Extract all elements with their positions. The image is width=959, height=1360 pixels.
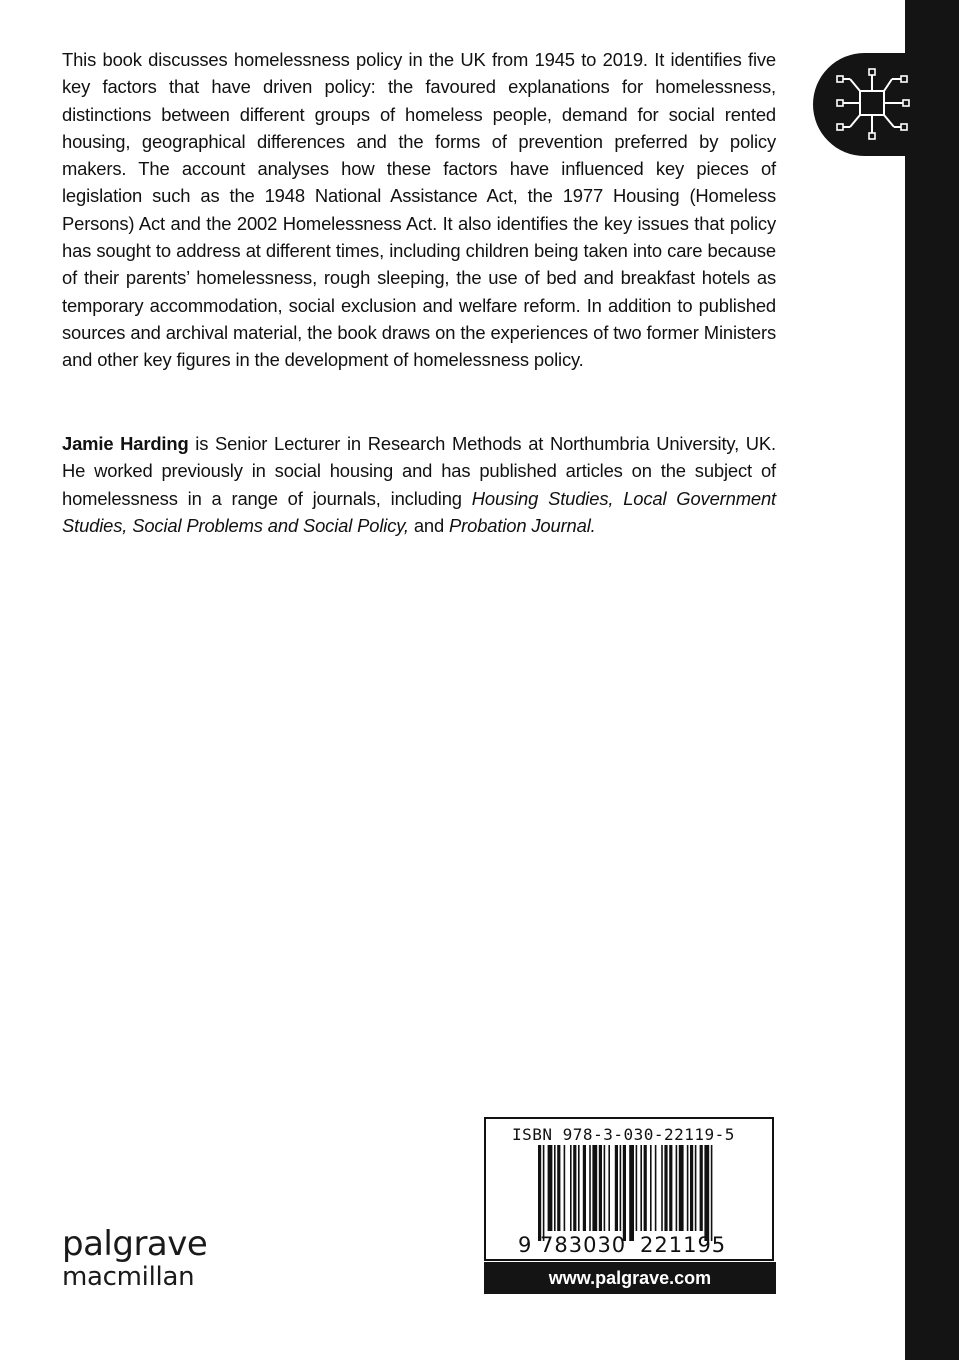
barcode-bar <box>695 1145 697 1231</box>
palgrave-circuit-icon <box>825 61 921 147</box>
barcode-bar <box>548 1145 553 1231</box>
barcode-bar <box>599 1145 602 1231</box>
barcode-bar <box>604 1145 606 1231</box>
barcode-bar <box>690 1145 693 1231</box>
barcode-digit-first: 9 <box>518 1233 533 1257</box>
publisher-logo-tab <box>813 53 959 156</box>
barcode-bar <box>640 1145 642 1231</box>
barcode-digits-right: 221195 <box>640 1233 727 1257</box>
barcode-bar <box>679 1145 684 1231</box>
barcode-bar <box>538 1145 541 1241</box>
barcode-bar <box>704 1145 709 1241</box>
isbn-barcode-box <box>484 1117 774 1261</box>
barcode-bar <box>700 1145 703 1231</box>
author-name: Jamie Harding <box>62 433 189 454</box>
barcode-bar <box>583 1145 586 1231</box>
barcode-bar <box>608 1145 610 1231</box>
publisher-wordmark <box>62 1226 207 1292</box>
book-spine <box>905 0 959 1360</box>
barcode-bar <box>687 1145 689 1231</box>
barcode-bar <box>570 1145 572 1231</box>
publisher-name-line2: macmillan <box>62 1262 195 1292</box>
barcode-bar <box>664 1145 667 1231</box>
barcode-bar <box>564 1145 566 1231</box>
barcode-bar <box>623 1145 626 1241</box>
author-bio <box>62 430 776 539</box>
book-description: This book discusses homelessness policy in the UK from 1945 to 2019. It identifies five key factors that have driven policy: the favoured explanations for homelessness, distinctions between different groups of homeless people, demand for social rented housing, geographical differences and the forms of prevention preferred by policy makers. The account analyses how these factors have influenced key pieces of legislation such as the 1948 National Assistance Act, the 1977 Housing (Homeless Persons) Act and the 2002 Homelessness Act. It also identifies the key issues that policy has sought to address at different times, including children being taken into care because of their parents’ homelessness, rough sleeping, the use of bed and breakfast hotels as temporary accommodation, social exclusion and welfare reform. In addition to published sources and archival material, the book draws on the experiences of two former Ministers and other key figures in the development of homelessness policy. <box>62 49 776 371</box>
barcode-bar <box>676 1145 678 1231</box>
barcode-bar <box>620 1145 622 1231</box>
barcode-bar <box>629 1145 634 1241</box>
barcode-bar <box>669 1145 672 1231</box>
barcode-bar <box>650 1145 652 1231</box>
barcode-bar <box>573 1145 576 1231</box>
publisher-website: www.palgrave.com <box>484 1262 776 1294</box>
journal-name: Probation Journal. <box>449 514 596 536</box>
isbn-label: ISBN 978-3-030-22119-5 <box>512 1125 735 1144</box>
barcode-digits-left: 783030 <box>540 1233 627 1257</box>
barcode-bar <box>578 1145 580 1231</box>
barcode-bar <box>711 1145 713 1241</box>
barcode-bar <box>554 1145 556 1231</box>
publisher-name-line1: palgrave <box>62 1224 208 1264</box>
author-bio-connector: and <box>408 514 450 536</box>
barcode-bar <box>644 1145 647 1231</box>
barcode-bar <box>592 1145 597 1231</box>
barcode-icon <box>486 1145 772 1241</box>
barcode-bar <box>543 1145 545 1241</box>
barcode-bar <box>655 1145 657 1231</box>
barcode-bar <box>557 1145 560 1231</box>
barcode-bar <box>661 1145 663 1231</box>
author-bio-text: is Senior Lecturer in Research Methods at Northumbria University, UK. He worked previously in social housing and has published articles on the subject of homelessness in a range of journals, including <box>62 433 776 509</box>
barcode-bar <box>615 1145 618 1231</box>
barcode-bar <box>636 1145 638 1231</box>
journal-list: Housing Studies, Local Government Studies, Social Problems and Social Policy, <box>62 487 776 536</box>
barcode-bar <box>589 1145 591 1231</box>
